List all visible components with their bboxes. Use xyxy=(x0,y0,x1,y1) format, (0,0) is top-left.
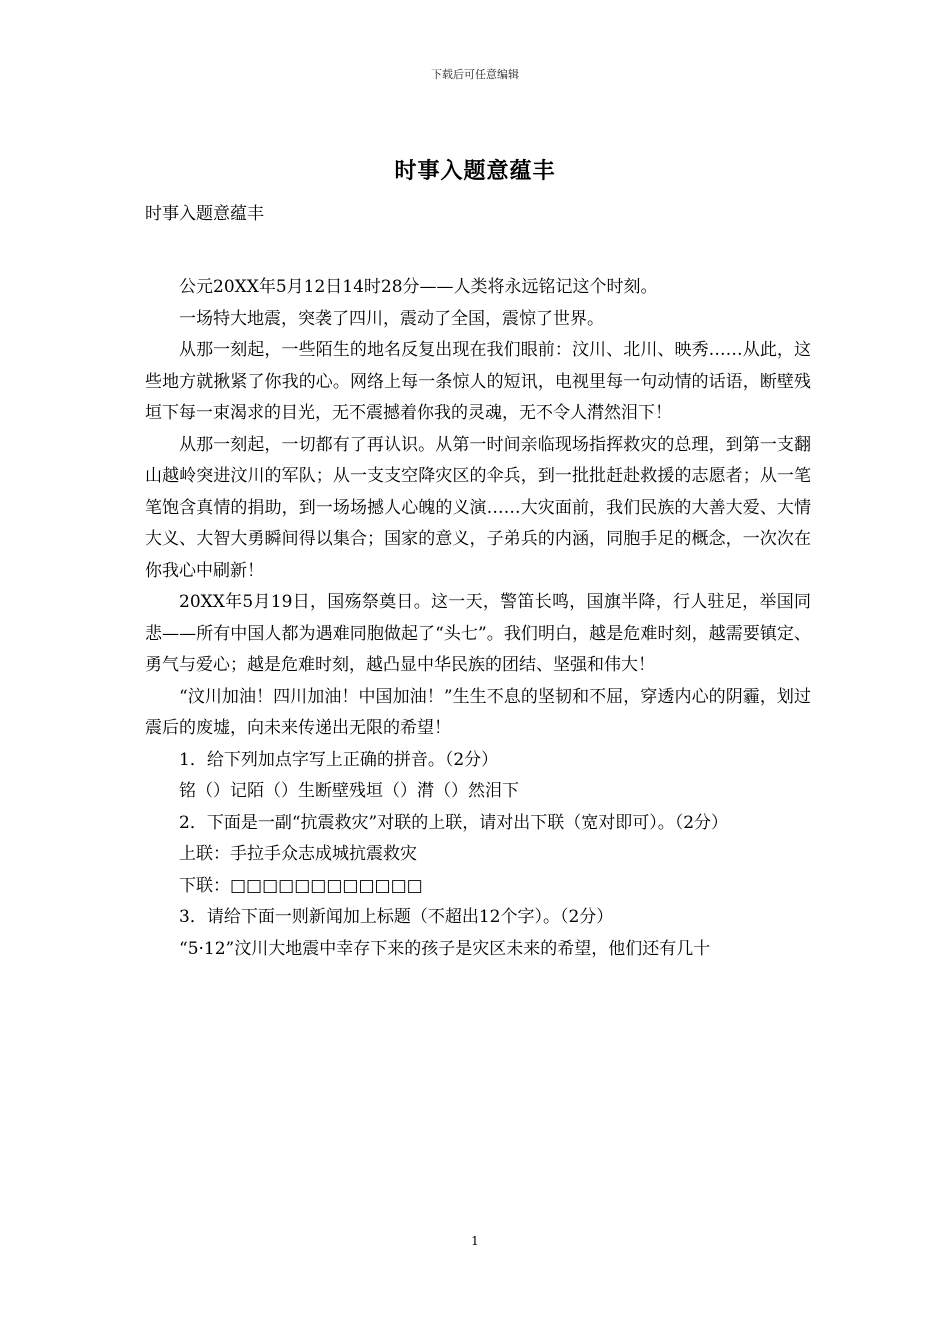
paragraph: “汶川加油！四川加油！中国加油！”生生不息的坚韧和不屈，穿透内心的阴霾，划过震后的废墟，向未来传递出无限的希望！ xyxy=(145,686,811,738)
couplet-lower: 下联：□□□□□□□□□□□□ xyxy=(179,875,423,896)
question-1: 1．给下列加点字写上正确的拼音。（2分） xyxy=(179,749,499,770)
document-subtitle: 时事入题意蕴丰 xyxy=(145,204,264,224)
paragraph: 一场特大地震，突袭了四川，震动了全国，震惊了世界。 xyxy=(179,308,604,329)
paragraph: 从那一刻起，一些陌生的地名反复出现在我们眼前：汶川、北川、映秀……从此，这些地方就揪紧了你我的心。网络上每一条惊人的短讯，电视里每一句动情的话语，断壁残垣下每一束渴求的目光，无不震撼着你我的灵魂，无不令人潸然泪下！ xyxy=(145,340,811,423)
question-2: 2．下面是一副“抗震救灾”对联的上联，请对出下联（宽对即可）。（2分） xyxy=(179,812,729,833)
question-1-blanks: 铭（）记陌（）生断壁残垣（）潸（）然泪下 xyxy=(179,781,519,801)
document-title: 时事入题意蕴丰 xyxy=(394,158,556,184)
paragraph: 从那一刻起，一切都有了再认识。从第一时间亲临现场指挥救灾的总理，到第一支翻山越岭突进汶川的军队；从一支支空降灾区的伞兵，到一批批赶赴救援的志愿者；从一笔笔饱含真情的捐助，到一场场撼人心魄的义演……大灾面前，我们民族的大善大爱、大情大义、大智大勇瞬间得以集合；国家的意义，子弟兵的内涵，同胞手足的概念，一次次在你我心中刷新！ xyxy=(145,434,811,581)
page-header: 下载后可任意编辑 xyxy=(431,68,519,81)
question-3: 3．请给下面一则新闻加上标题（不超出12个字）。（2分） xyxy=(179,907,614,927)
couplet-upper: 上联：手拉手众志成城抗震救灾 xyxy=(179,844,417,864)
paragraph: 公元20XX年5月12日14时28分——人类将永远铭记这个时刻。 xyxy=(179,277,658,297)
news-excerpt: “5·12”汶川大地震中幸存下来的孩子是灾区未来的希望，他们还有几十 xyxy=(179,938,711,959)
page-number: 1 xyxy=(471,1234,479,1248)
document-body xyxy=(145,272,811,965)
paragraph: 20XX年5月19日，国殇祭奠日。这一天，警笛长鸣，国旗半降，行人驻足，举国同悲——所有中国人都为遇难同胞做起了“头七”。我们明白，越是危难时刻，越需要镇定、勇气与爱心；越是危难时刻，越凸显中华民族的团结、坚强和伟大！ xyxy=(145,592,811,675)
